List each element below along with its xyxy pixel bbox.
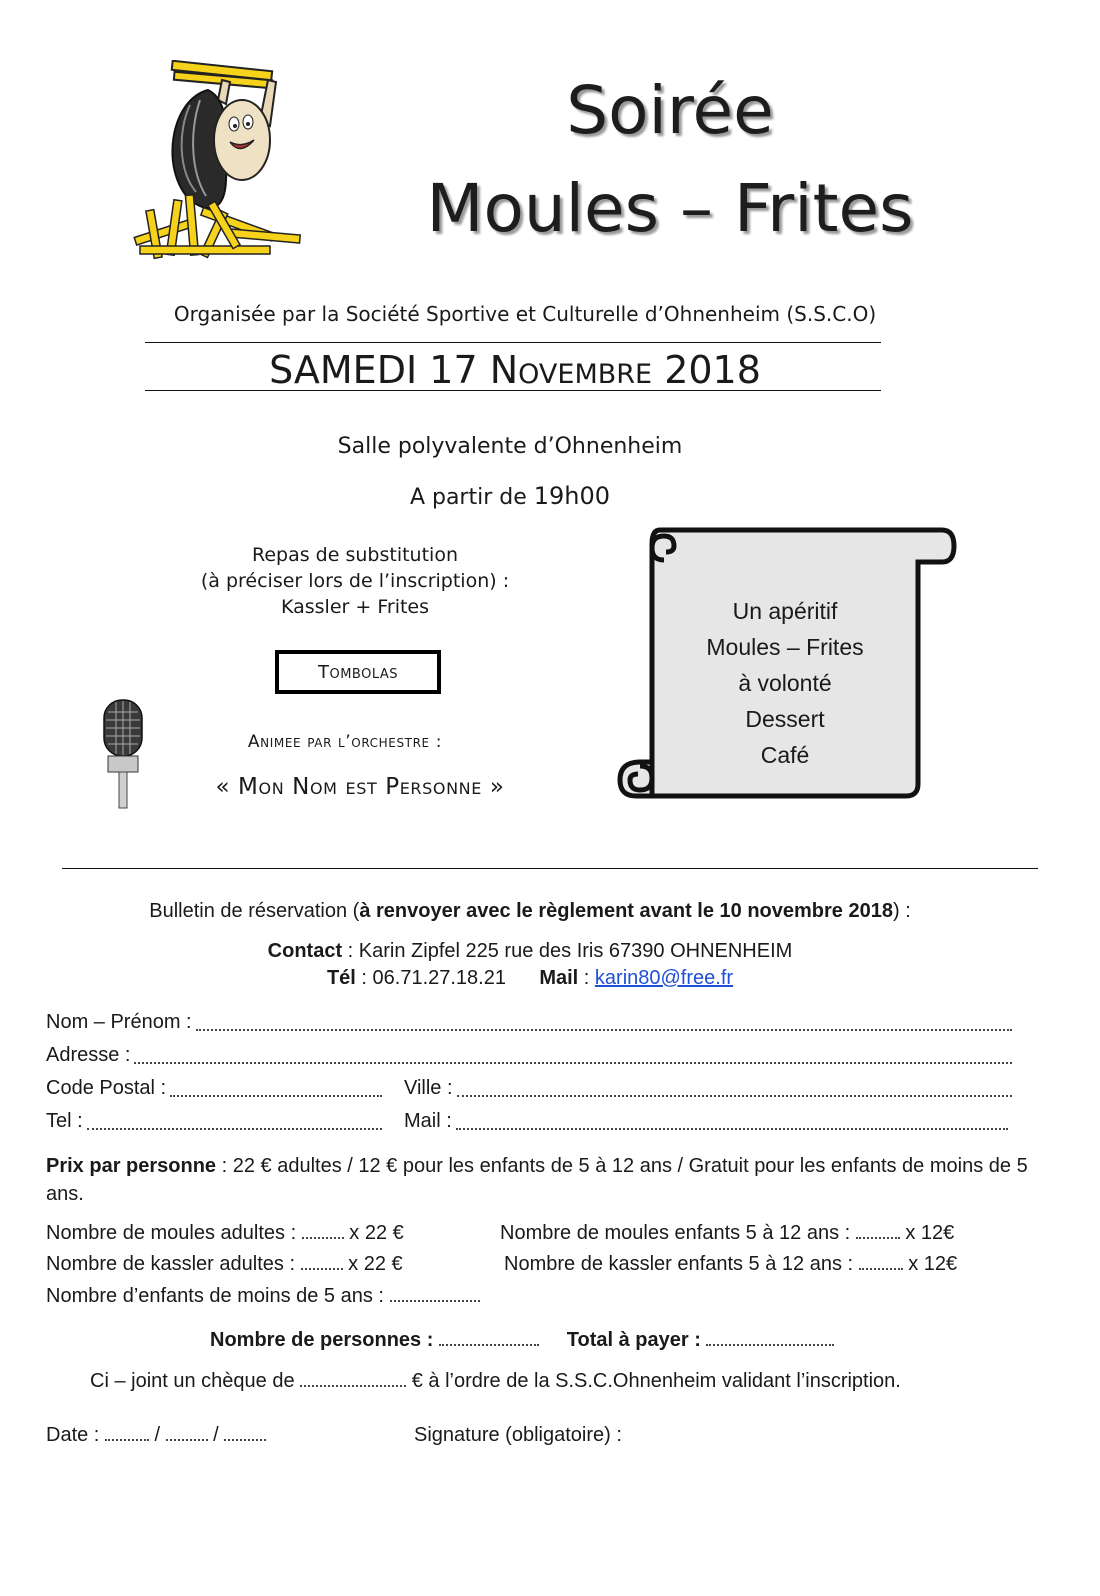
total-label: Total à payer :	[566, 1329, 701, 1351]
tombolas-badge: Tombolas	[275, 650, 441, 694]
date-label: Date :	[46, 1424, 100, 1446]
menu-list	[680, 593, 890, 773]
price-text: : 22 € adultes / 12 € pour les enfants de 5 à 12 ans / Gratuit pour les enfants de moins de 5 ans.	[46, 1155, 1028, 1205]
substitution-meal	[160, 542, 550, 620]
bulletin-intro	[60, 900, 1000, 923]
contact-line	[60, 940, 1000, 963]
bulletin-intro-end: ) :	[892, 900, 911, 922]
phone-mail-line	[60, 967, 1000, 990]
signature-label: Signature (obligatoire) :	[414, 1424, 622, 1446]
organizer-line: Organisée par la Société Sportive et Culturelle d’Ohnenheim (S.S.C.O)	[173, 302, 877, 326]
date-number: 17	[429, 348, 478, 392]
venue-line: Salle polyvalente d’Ohnenheim	[337, 434, 683, 459]
kassler-children-label: Nombre de kassler enfants 5 à 12 ans :	[504, 1253, 854, 1275]
moules-children-row[interactable]	[500, 1222, 954, 1245]
postal-code-field[interactable]	[46, 1076, 382, 1100]
tel-field[interactable]	[46, 1109, 382, 1133]
mail-label: Mail	[539, 967, 579, 989]
price-label: Prix par personne	[46, 1155, 217, 1177]
tel-label: Tél	[326, 967, 356, 989]
time-prefix: A partir de	[409, 485, 527, 510]
date-day: SAMEDI	[269, 348, 418, 392]
cheque-row[interactable]	[90, 1370, 901, 1393]
city-label: Ville :	[404, 1077, 453, 1099]
date-separator: /	[213, 1424, 219, 1446]
name-field[interactable]	[46, 1010, 1012, 1034]
subst-line2: (à préciser lors de l’inscription) :	[200, 570, 510, 592]
date-separator: /	[154, 1424, 161, 1446]
persons-count-label: Nombre de personnes :	[210, 1329, 434, 1351]
time-line	[250, 482, 770, 510]
menu-item: Un apéritif	[732, 598, 838, 624]
address-label: Adresse :	[46, 1044, 131, 1066]
date-year: 2018	[664, 348, 761, 392]
kassler-children-price: x 12€	[908, 1253, 958, 1275]
totals-row[interactable]	[210, 1329, 834, 1352]
orchestra-name: « Mon Nom est Personne »	[215, 774, 505, 800]
tel-value: : 06.71.27.18.21	[355, 967, 506, 989]
date-month: Novembre	[489, 348, 653, 392]
signature-field[interactable]	[414, 1424, 622, 1447]
moules-adults-label: Nombre de moules adultes :	[46, 1222, 297, 1244]
email-link[interactable]: karin80@free.fr	[594, 967, 734, 989]
children-under5-row[interactable]	[46, 1285, 480, 1308]
kassler-adults-label: Nombre de kassler adultes :	[46, 1253, 296, 1275]
mail-field-label: Mail :	[404, 1110, 452, 1132]
divider-top	[145, 342, 881, 343]
mail-field[interactable]	[404, 1109, 1008, 1133]
children-under5-label: Nombre d’enfants de moins de 5 ans :	[46, 1285, 384, 1307]
kassler-adults-row[interactable]	[46, 1253, 403, 1276]
time-value: 19h00	[533, 482, 611, 510]
moules-children-price: x 12€	[905, 1222, 955, 1244]
kassler-adults-price: x 22 €	[348, 1253, 403, 1275]
divider-bottom	[145, 390, 881, 391]
date-row[interactable]	[46, 1424, 266, 1447]
event-title-line1: Soirée	[566, 72, 774, 149]
cheque-label: Ci – joint un chèque de	[90, 1370, 295, 1392]
address-field[interactable]	[46, 1043, 1012, 1067]
bulletin-intro-text: Bulletin de réservation (	[149, 900, 360, 922]
kassler-children-row[interactable]	[504, 1253, 957, 1276]
subst-line3: Kassler + Frites	[280, 596, 430, 618]
subst-line1: Repas de substitution	[252, 544, 458, 566]
contact-label: Contact	[267, 940, 343, 962]
bulletin-deadline: à renvoyer avec le règlement avant le 10 novembre 2018	[359, 900, 893, 922]
postal-code-label: Code Postal :	[46, 1077, 167, 1099]
section-divider	[62, 868, 1038, 869]
city-field[interactable]	[404, 1076, 1012, 1100]
mussel-mascot-logo	[130, 60, 305, 265]
menu-item: à volonté	[738, 670, 832, 696]
moules-adults-row[interactable]	[46, 1222, 404, 1245]
mail-separator: :	[578, 967, 595, 989]
menu-item: Moules – Frites	[706, 634, 864, 660]
moules-children-label: Nombre de moules enfants 5 à 12 ans :	[500, 1222, 851, 1244]
tel-field-label: Tel :	[46, 1110, 83, 1132]
menu-item: Dessert	[745, 706, 825, 732]
microphone-icon	[100, 698, 146, 810]
cheque-text: € à l’ordre de la S.S.C.Ohnenheim validant l’inscription.	[411, 1370, 901, 1392]
menu-item: Café	[760, 742, 810, 768]
orchestra-label: Animee par l’orchestre :	[247, 732, 443, 752]
name-label: Nom – Prénom :	[46, 1011, 192, 1033]
contact-value: : Karin Zipfel 225 rue des Iris 67390 OHNENHEIM	[342, 940, 793, 962]
event-date	[145, 348, 885, 392]
price-info	[46, 1152, 1036, 1208]
event-title-line2: Moules – Frites	[426, 170, 914, 247]
moules-adults-price: x 22 €	[349, 1222, 404, 1244]
